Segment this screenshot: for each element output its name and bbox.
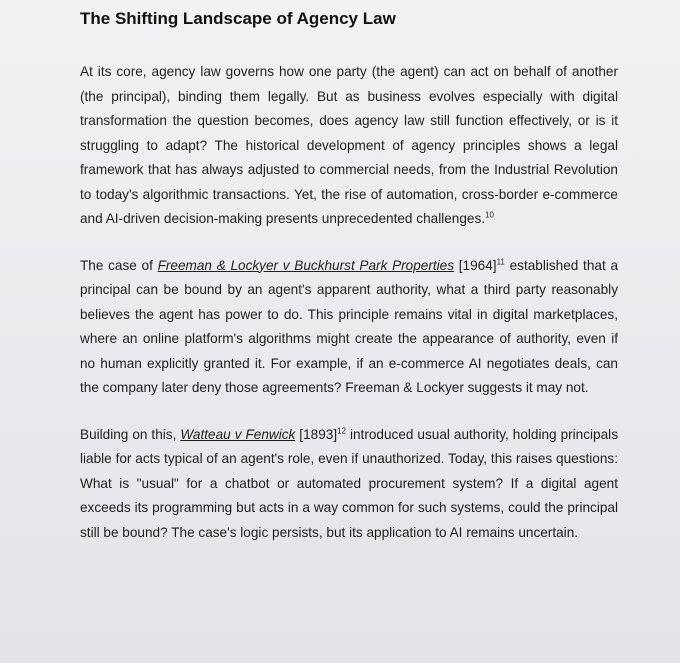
case-year-freeman: [1964] xyxy=(454,257,497,273)
paragraph-watteau xyxy=(80,423,618,546)
paragraph-watteau-text: introduced usual authority, holding principals liable for acts typical of an agent's role, even if unauthorized. Today, this raises questions: What is "usual" for a chatbot or automated procurement system? If a digital agent exceeds its programming but acts in a way common for such systems, could the principal still be bound? The case's logic persists, but its application to AI remains uncertain. xyxy=(80,426,618,540)
paragraph-freeman xyxy=(80,254,618,401)
paragraph-freeman-text: established that a principal can be bound by an agent's apparent authority, what a third party reasonably believes the agent has power to do. This principle remains vital in digital marketplaces, where an online platform's algorithms might create the appearance of authority, even if no human explicitly granted it. For example, if an e-commerce AI negotiates deals, can the company later deny those agreements? Freeman & Lockyer suggests it may not. xyxy=(80,257,618,395)
footnote-marker-12: 12 xyxy=(337,425,346,435)
case-year-watteau: [1893] xyxy=(295,426,338,442)
document-title: The Shifting Landscape of Agency Law xyxy=(80,9,396,28)
paragraph-intro-text: At its core, agency law governs how one party (the agent) can act on behalf of another (the principal), binding them legally. But as business evolves especially with digital transformation the question becomes, does agency law still function effectively, or is it struggling to adapt? The historical development of agency principles shows a legal framework that has always adjusted to commercial needs, from the Industrial Revolution to today's algorithmic transactions. Yet, the rise of automation, cross-border e-commerce and AI-driven decision-making presents unprecedented challenges. xyxy=(80,64,618,226)
paragraph-freeman-intro: The case of xyxy=(80,257,158,273)
paragraph-intro xyxy=(80,60,618,232)
footnote-marker-10: 10 xyxy=(485,210,494,220)
case-citation-watteau[interactable]: Watteau v Fenwick xyxy=(180,426,296,442)
paragraph-watteau-intro: Building on this, xyxy=(80,426,181,442)
case-citation-freeman[interactable]: Freeman & Lockyer v Buckhurst Park Properties xyxy=(157,257,455,273)
footnote-marker-11: 11 xyxy=(496,256,505,266)
